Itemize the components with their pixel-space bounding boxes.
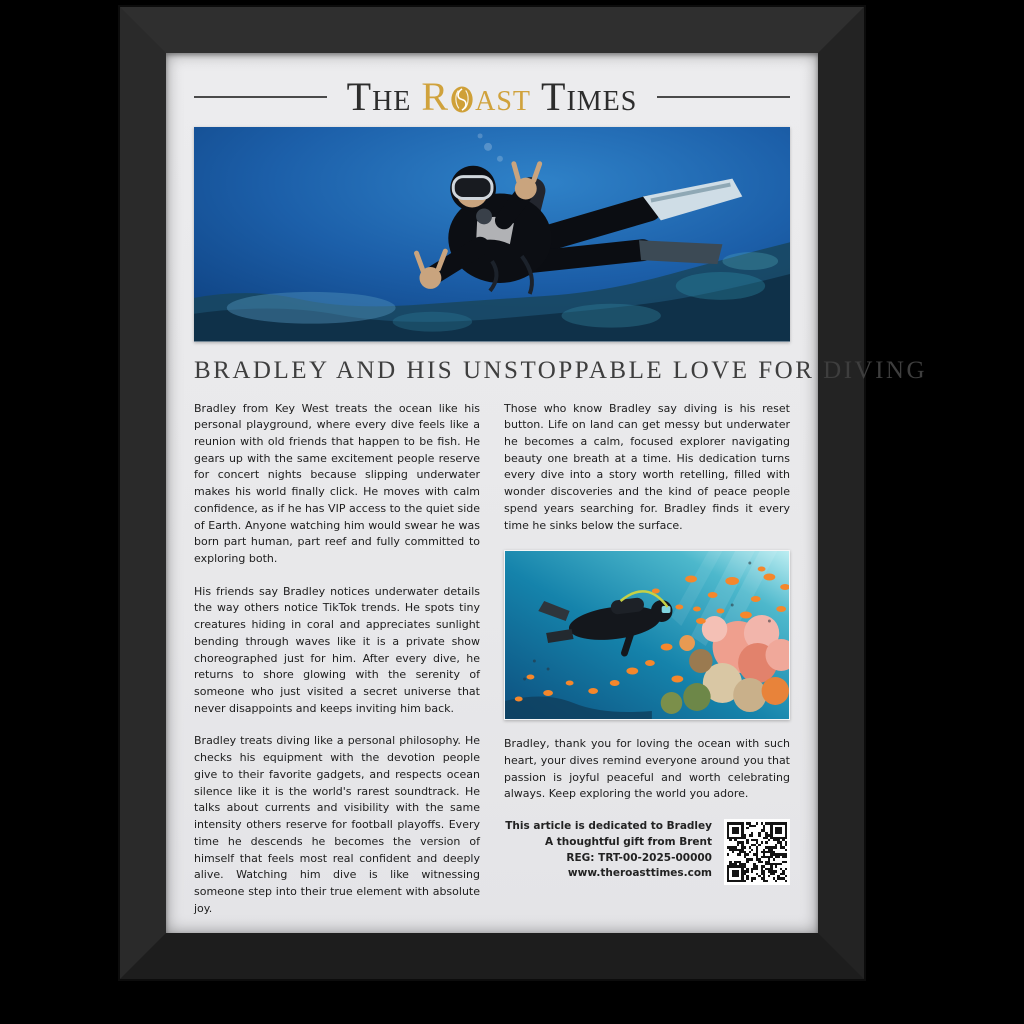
registration-number: REG: TRT-00-2025-00000 xyxy=(566,851,712,864)
masthead-rule-right xyxy=(657,96,790,98)
qr-code xyxy=(724,819,790,885)
coffee-swirl-icon xyxy=(450,85,474,114)
picture-frame xyxy=(120,7,928,979)
article-headline: BRADLEY AND HIS UNSTOPPABLE LOVE FOR DIVING xyxy=(194,356,928,384)
article-column-right xyxy=(504,401,790,934)
dedication-block xyxy=(504,819,790,885)
masthead-title xyxy=(346,74,638,119)
masthead-title-the: The xyxy=(346,74,412,119)
paragraph: Those who know Bradley say diving is his reset button. Life on land can get messy but underwater he becomes a calm, focused explorer navigating beauty one breath at a time. His dedication turns every dive into a story worth retelling, filled with wonder discoveries and the kind of peace people spend years searching for. Bradley finds it every time he sinks below the surface. xyxy=(504,401,790,532)
article-body xyxy=(194,401,790,934)
paragraph: Bradley from Key West treats the ocean like his personal playground, where every dive feels like a reunion with old friends that happen to be fish. He gears up with the same excitement people reserve for concert nights because slipping underwater makes his world finally click. He moves with calm confidence, as if he has VIP access to the quiet side of Earth. Anyone watching him would swear he was born part human, part reef and fully committed to exploring both. xyxy=(194,401,480,566)
article-column-left xyxy=(194,401,480,934)
secondary-photo-coral-reef-diver xyxy=(504,550,790,720)
paragraph: His friends say Bradley notices underwater details the way others notice TikTok trends. He spots tiny creatures hiding in coral and appreciates sunlight bending through waves like it is a private show choreographed just for him. After every dive, he returns to shore glowing with the serenity of someone who just visited a secret universe that never disappoints and keeps inviting him back. xyxy=(194,584,480,715)
dedication-text xyxy=(505,819,712,882)
masthead-rule-left xyxy=(194,96,327,98)
masthead-roast-ast: ast xyxy=(475,74,532,119)
masthead-title-roast xyxy=(421,74,532,119)
paragraph: Bradley, thank you for loving the ocean with such heart, your dives remind everyone around you that passion is joyful peaceful and worth celebrating always. Keep exploring the world you adore. xyxy=(504,737,790,801)
paragraph: Bradley treats diving like a personal philosophy. He checks his equipment with the devotion people give to their favorite gadgets, and respects ocean silence like it is the world's rarest soundtrack. He talks about currents and visibility with the same intensity others reserve for football playoffs. Every time he descends he becomes the version of himself that feels most real confident and deeply alive. Watching him dive is like witnessing someone step into their true element with absolute joy. xyxy=(194,734,480,915)
masthead xyxy=(194,74,790,119)
dedication-line-2: A thoughtful gift from Brent xyxy=(545,835,712,848)
poster xyxy=(166,53,928,933)
masthead-title-times: Times xyxy=(541,74,638,119)
website-url: www.theroasttimes.com xyxy=(567,867,712,880)
masthead-roast-r: R xyxy=(421,74,450,119)
hero-photo-diver-rock-sign xyxy=(194,127,790,342)
dedication-line-1: This article is dedicated to Bradley xyxy=(505,820,712,833)
